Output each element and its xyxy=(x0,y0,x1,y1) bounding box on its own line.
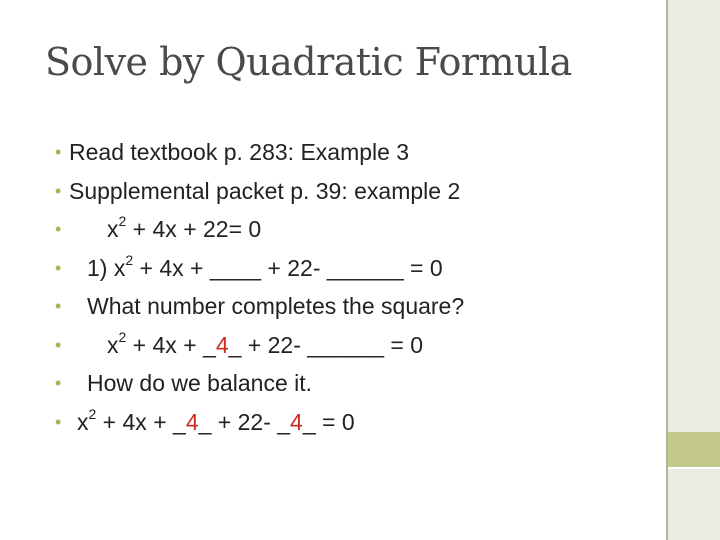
bullet-item xyxy=(55,172,655,211)
bullet-item xyxy=(55,326,655,365)
bullet-item xyxy=(55,210,655,249)
bullet-item xyxy=(55,287,655,326)
bullet-text: How do we balance it. xyxy=(87,370,313,396)
equation-text: $x^2 + 4x + 22= 0$ xyxy=(107,213,262,242)
accent-block xyxy=(668,432,720,468)
bullet-text: What number completes the square? xyxy=(87,293,465,319)
bullet-icon: • xyxy=(55,257,62,278)
bullet-icon: • xyxy=(55,373,62,393)
bullet-item xyxy=(55,249,655,288)
bullet-icon: • xyxy=(55,219,62,239)
slide-title: Solve by Quadratic Formula xyxy=(45,40,572,84)
accent-divider xyxy=(668,467,720,469)
bullet-icon: • xyxy=(55,296,62,316)
bullet-icon: • xyxy=(55,334,62,355)
highlight-value: 4 xyxy=(185,408,199,435)
highlight-value: 4 xyxy=(290,408,303,435)
bullet-text: Supplemental packet p. 39: example 2 xyxy=(69,177,461,204)
bullet-item xyxy=(55,133,655,172)
bullet-item xyxy=(55,364,655,403)
bullet-icon: • xyxy=(55,411,62,432)
bullet-item xyxy=(55,403,655,442)
bullet-icon: • xyxy=(55,180,62,201)
bullet-list xyxy=(55,133,655,441)
equation-text: $x^2 + 4x$ + _4_ + 22- ______ = 0 xyxy=(107,328,423,358)
equation-text: $x^2 + 4x$ + _4_ + 22- _4_ = 0 xyxy=(77,405,355,435)
bullet-text: Read textbook p. 283: Example 3 xyxy=(69,139,410,165)
highlight-value: 4 xyxy=(215,331,229,358)
bullet-icon: • xyxy=(55,142,62,162)
equation-text: 1) $x^2 + 4x$ + ____ + 22- ______ = 0 xyxy=(87,251,443,281)
